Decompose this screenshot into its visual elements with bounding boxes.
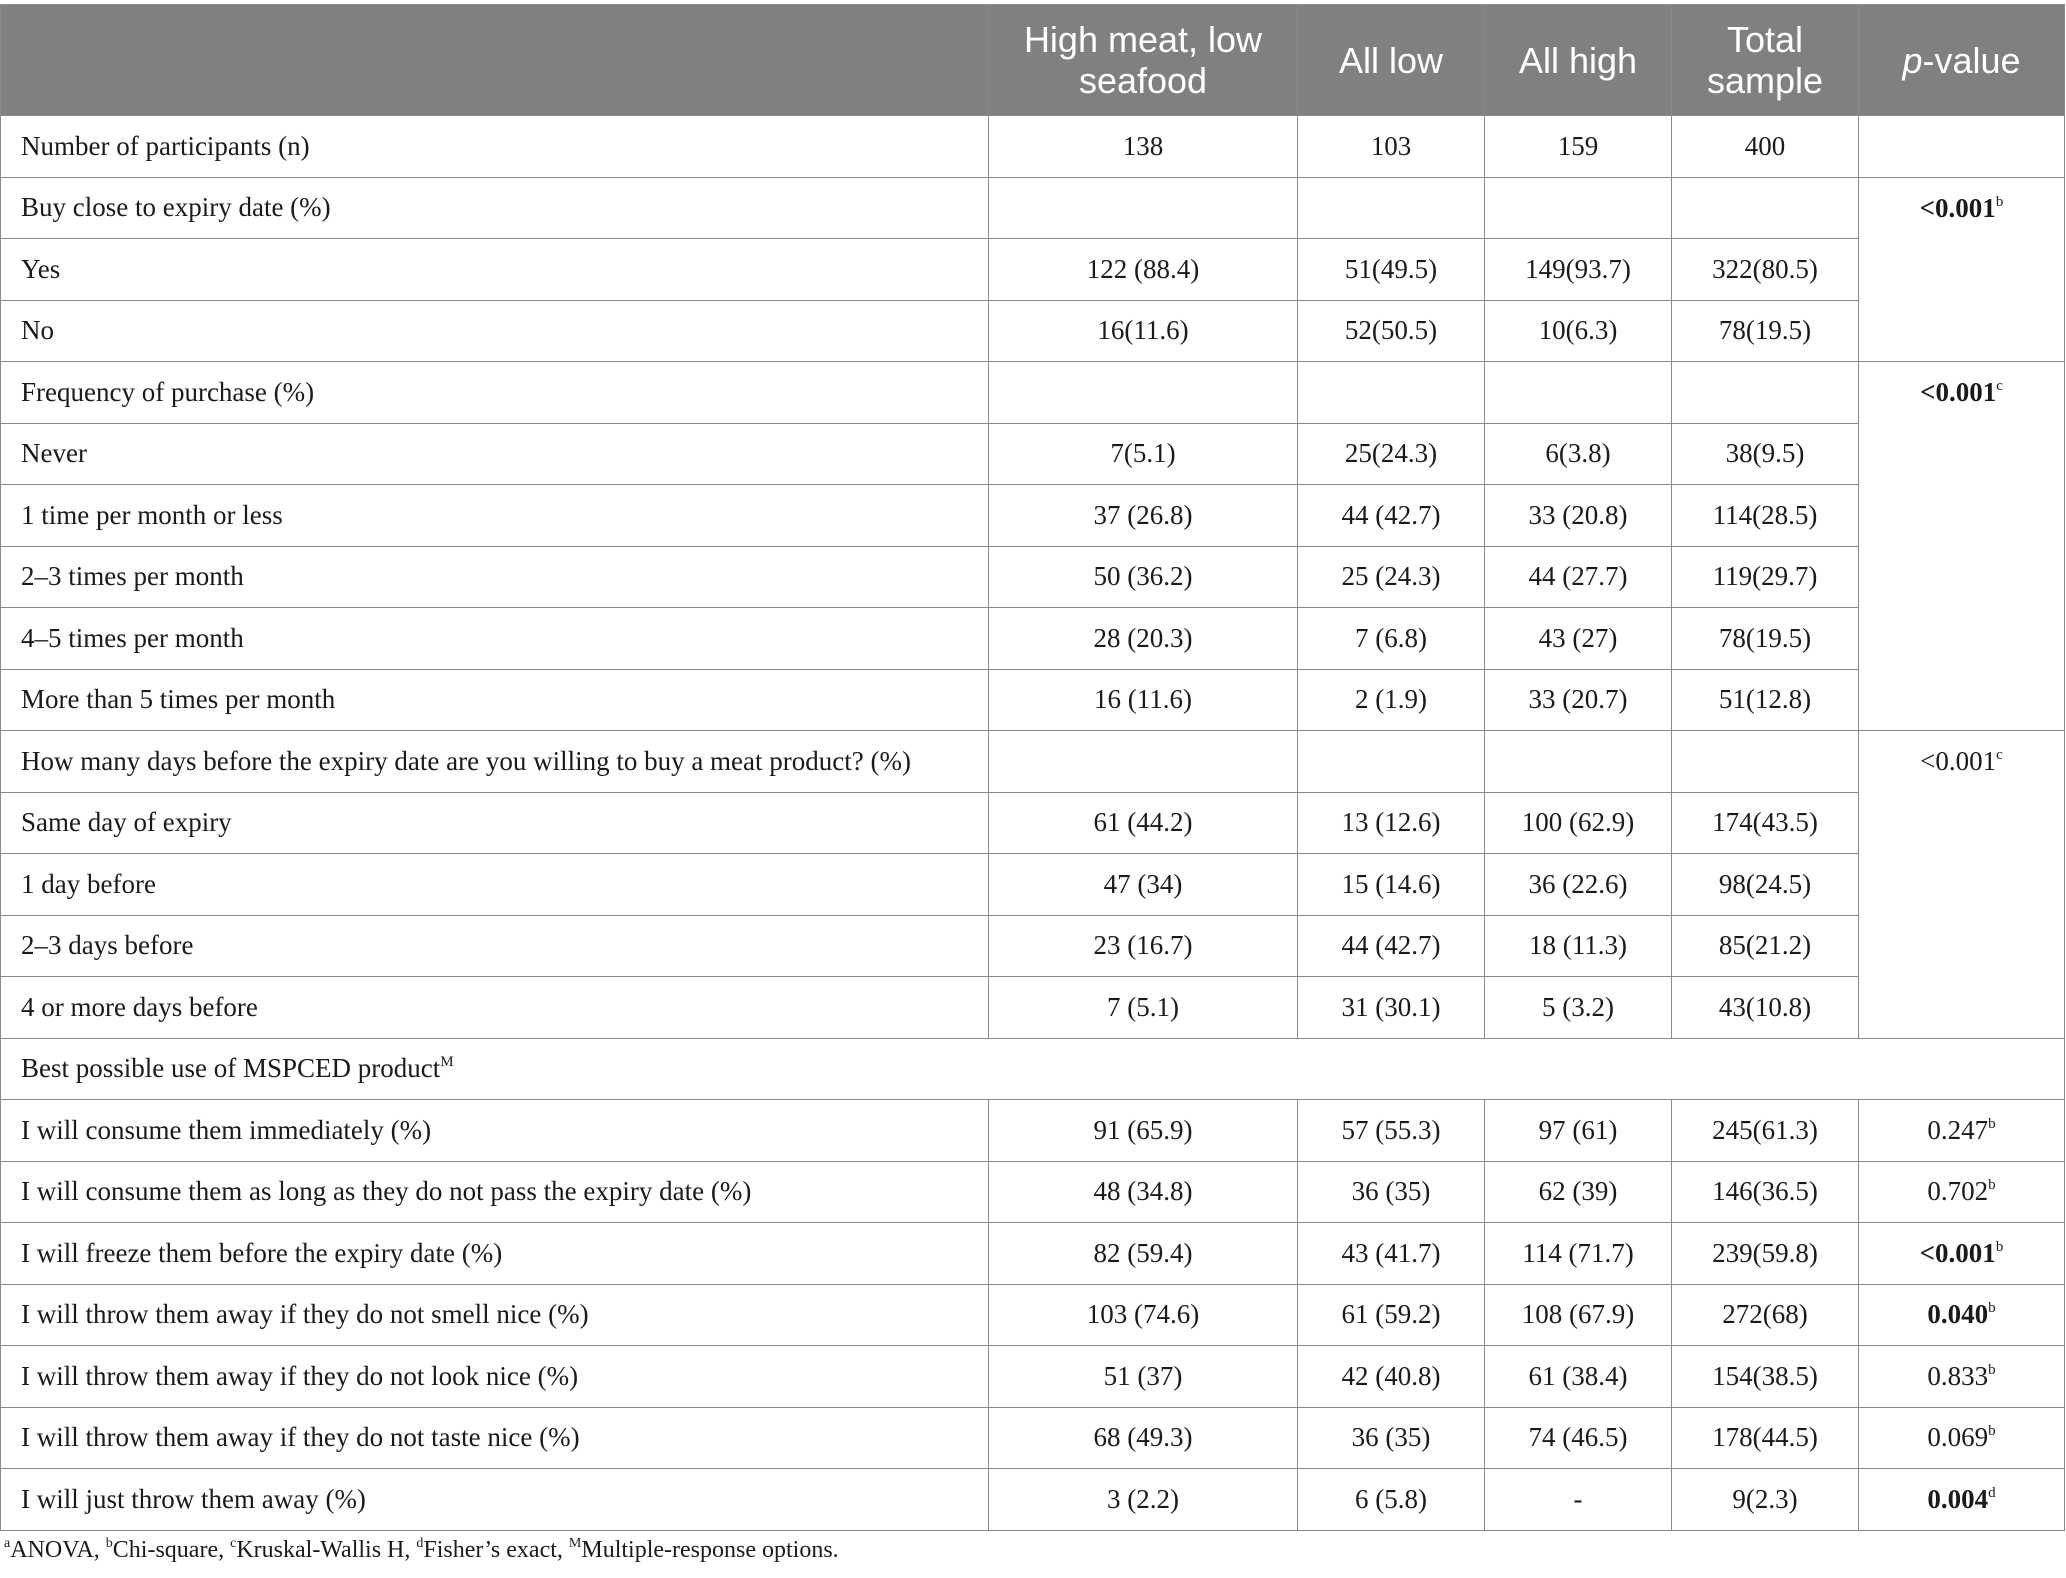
cell-value: 239(59.8) (1672, 1223, 1859, 1285)
cell-value: 138 (989, 116, 1298, 178)
cell-value: 61 (59.2) (1298, 1284, 1485, 1346)
cell-value: 7(5.1) (989, 423, 1298, 485)
table-row (1, 300, 2065, 362)
cell-empty (989, 362, 1298, 424)
p-value-cell (1859, 362, 2065, 731)
cell-value: 178(44.5) (1672, 1407, 1859, 1469)
cell-value: 61 (44.2) (989, 792, 1298, 854)
cell-value: 50 (36.2) (989, 546, 1298, 608)
p-value-cell (1859, 1346, 2065, 1408)
cell-empty (1672, 731, 1859, 793)
p-value: 0.069 (1927, 1422, 1989, 1453)
table-row (1, 1100, 2065, 1162)
row-label-footnote-mark: M (440, 1054, 454, 1071)
table-row (1, 854, 2065, 916)
footnote-text: Multiple-response options. (581, 1537, 839, 1563)
cell-value: 25 (24.3) (1298, 546, 1485, 608)
p-value: <0.001 (1920, 746, 1997, 776)
row-label: 2–3 times per month (1, 546, 989, 608)
cell-value: 78(19.5) (1672, 300, 1859, 362)
table-row (1, 1346, 2065, 1408)
p-value-cell (1859, 1100, 2065, 1162)
p-value-cell (1859, 1161, 2065, 1223)
table-row (1, 669, 2065, 731)
cell-value: 149(93.7) (1485, 239, 1672, 301)
cell-value: 48 (34.8) (989, 1161, 1298, 1223)
cell-value: 6(3.8) (1485, 423, 1672, 485)
p-value: 0.004 (1927, 1483, 1989, 1514)
cell-value: 2 (1.9) (1298, 669, 1485, 731)
p-value-cell (1859, 1284, 2065, 1346)
footnote-text: Chi-square, (112, 1537, 231, 1563)
footnote-mark: b (105, 1536, 113, 1551)
table-row (1, 731, 2065, 793)
table-row (1, 1407, 2065, 1469)
header-p-rest: -value (1922, 39, 2021, 81)
cell-value: 51 (37) (989, 1346, 1298, 1408)
cell-empty (1298, 177, 1485, 239)
table-row (1, 1161, 2065, 1223)
p-value-footnote-mark: b (1988, 1115, 1996, 1132)
cell-value: 97 (61) (1485, 1100, 1672, 1162)
cell-value: 61 (38.4) (1485, 1346, 1672, 1408)
cell-value: 10(6.3) (1485, 300, 1672, 362)
cell-empty (1485, 177, 1672, 239)
cell-value: 119(29.7) (1672, 546, 1859, 608)
p-value: 0.702 (1927, 1176, 1989, 1207)
cell-value: 91 (65.9) (989, 1100, 1298, 1162)
cell-empty (1298, 362, 1485, 424)
cell-empty (1859, 116, 2065, 178)
cell-value: 44 (42.7) (1298, 915, 1485, 977)
cell-value: 16(11.6) (989, 300, 1298, 362)
cell-value: 159 (1485, 116, 1672, 178)
p-value: 0.040 (1927, 1299, 1989, 1330)
cell-empty (1485, 731, 1672, 793)
cell-value: 400 (1672, 116, 1859, 178)
cell-value: 174(43.5) (1672, 792, 1859, 854)
row-label: Frequency of purchase (%) (1, 362, 989, 424)
table-row (1, 177, 2065, 239)
row-label: No (1, 300, 989, 362)
cell-value: 52(50.5) (1298, 300, 1485, 362)
cell-value: 38(9.5) (1672, 423, 1859, 485)
row-label: How many days before the expiry date are you willing to buy a meat product? (%) (1, 731, 989, 793)
table-row (1, 362, 2065, 424)
footnote-mark: d (416, 1536, 424, 1551)
results-table (0, 4, 2065, 1531)
header-all-low: All low (1298, 5, 1485, 116)
cell-value: 36 (35) (1298, 1407, 1485, 1469)
cell-empty (1672, 362, 1859, 424)
cell-value: 82 (59.4) (989, 1223, 1298, 1285)
cell-value: 122 (88.4) (989, 239, 1298, 301)
cell-value: 36 (22.6) (1485, 854, 1672, 916)
cell-value: 154(38.5) (1672, 1346, 1859, 1408)
cell-value: 245(61.3) (1672, 1100, 1859, 1162)
row-label (1, 1038, 2065, 1100)
row-label: Number of participants (n) (1, 116, 989, 178)
cell-value: 100 (62.9) (1485, 792, 1672, 854)
cell-value: 43 (41.7) (1298, 1223, 1485, 1285)
cell-value: 5 (3.2) (1485, 977, 1672, 1039)
row-label: I will consume them immediately (%) (1, 1100, 989, 1162)
table-row (1, 1284, 2065, 1346)
p-value-cell (1859, 177, 2065, 362)
table-row (1, 116, 2065, 178)
p-value: 0.247 (1927, 1114, 1989, 1145)
cell-value: 114(28.5) (1672, 485, 1859, 547)
cell-value: 37 (26.8) (989, 485, 1298, 547)
row-label: I will throw them away if they do not look nice (%) (1, 1346, 989, 1408)
p-value-footnote-mark: b (1995, 193, 2004, 210)
table-row (1, 792, 2065, 854)
p-value-footnote-mark: b (1988, 1361, 1996, 1378)
cell-value: 13 (12.6) (1298, 792, 1485, 854)
row-label: More than 5 times per month (1, 669, 989, 731)
p-value: 0.833 (1927, 1360, 1989, 1391)
p-value: <0.001 (1920, 377, 1997, 407)
header-total-sample: Total sample (1672, 5, 1859, 116)
footnote-mark: c (230, 1536, 237, 1551)
row-label: Buy close to expiry date (%) (1, 177, 989, 239)
footnote-mark: M (568, 1536, 582, 1551)
p-value-footnote-mark: d (1988, 1484, 1996, 1501)
cell-value: 146(36.5) (1672, 1161, 1859, 1223)
cell-value: 68 (49.3) (989, 1407, 1298, 1469)
cell-value: - (1485, 1469, 1672, 1531)
row-label: 2–3 days before (1, 915, 989, 977)
cell-value: 114 (71.7) (1485, 1223, 1672, 1285)
cell-empty (1485, 362, 1672, 424)
cell-value: 43 (27) (1485, 608, 1672, 670)
cell-value: 25(24.3) (1298, 423, 1485, 485)
table-row (1, 546, 2065, 608)
cell-value: 43(10.8) (1672, 977, 1859, 1039)
cell-value: 6 (5.8) (1298, 1469, 1485, 1531)
row-label: I will throw them away if they do not taste nice (%) (1, 1407, 989, 1469)
cell-empty (1298, 731, 1485, 793)
cell-value: 31 (30.1) (1298, 977, 1485, 1039)
cell-empty (989, 731, 1298, 793)
cell-value: 23 (16.7) (989, 915, 1298, 977)
row-label: I will throw them away if they do not smell nice (%) (1, 1284, 989, 1346)
table-row (1, 1038, 2065, 1100)
header-blank (1, 5, 989, 116)
table-row (1, 423, 2065, 485)
cell-value: 85(21.2) (1672, 915, 1859, 977)
cell-value: 36 (35) (1298, 1161, 1485, 1223)
cell-value: 9(2.3) (1672, 1469, 1859, 1531)
row-label: 1 day before (1, 854, 989, 916)
p-value-cell (1859, 1223, 2065, 1285)
cell-value: 42 (40.8) (1298, 1346, 1485, 1408)
cell-value: 74 (46.5) (1485, 1407, 1672, 1469)
cell-value: 78(19.5) (1672, 608, 1859, 670)
p-value-footnote-mark: c (1996, 378, 2003, 394)
footnote-text: ANOVA, (10, 1537, 106, 1563)
row-label-text: Best possible use of MSPCED product (21, 1053, 441, 1084)
p-value-footnote-mark: b (1988, 1423, 1996, 1440)
p-value: <0.001 (1919, 192, 1996, 223)
p-value-footnote-mark: b (1988, 1177, 1996, 1194)
p-value-cell (1859, 731, 2065, 1039)
cell-value: 15 (14.6) (1298, 854, 1485, 916)
table-footnote (4, 1537, 839, 1564)
footnote-text: Kruskal-Wallis H, (236, 1537, 417, 1563)
cell-value: 98(24.5) (1672, 854, 1859, 916)
p-value-footnote-mark: b (1995, 1238, 2004, 1255)
cell-value: 16 (11.6) (989, 669, 1298, 731)
cell-value: 7 (5.1) (989, 977, 1298, 1039)
cell-value: 47 (34) (989, 854, 1298, 916)
row-label: I will just throw them away (%) (1, 1469, 989, 1531)
p-value-footnote-mark: c (1996, 747, 2003, 763)
row-label: Same day of expiry (1, 792, 989, 854)
row-label: Never (1, 423, 989, 485)
cell-value: 18 (11.3) (1485, 915, 1672, 977)
cell-value: 44 (27.7) (1485, 546, 1672, 608)
cell-value: 44 (42.7) (1298, 485, 1485, 547)
table-row (1, 915, 2065, 977)
footnote-text: Fisher’s exact, (423, 1537, 569, 1563)
p-value: <0.001 (1919, 1237, 1996, 1268)
row-label: 1 time per month or less (1, 485, 989, 547)
cell-value: 33 (20.7) (1485, 669, 1672, 731)
row-label: Yes (1, 239, 989, 301)
cell-value: 103 (74.6) (989, 1284, 1298, 1346)
cell-value: 103 (1298, 116, 1485, 178)
cell-value: 272(68) (1672, 1284, 1859, 1346)
header-all-high: All high (1485, 5, 1672, 116)
cell-value: 3 (2.2) (989, 1469, 1298, 1531)
cell-empty (989, 177, 1298, 239)
cell-value: 322(80.5) (1672, 239, 1859, 301)
cell-value: 51(12.8) (1672, 669, 1859, 731)
table-row (1, 485, 2065, 547)
table-row (1, 1469, 2065, 1531)
cell-value: 108 (67.9) (1485, 1284, 1672, 1346)
cell-value: 57 (55.3) (1298, 1100, 1485, 1162)
header-p-italic: p (1902, 39, 1923, 81)
row-label: I will freeze them before the expiry date (%) (1, 1223, 989, 1285)
cell-value: 28 (20.3) (989, 608, 1298, 670)
p-value-cell (1859, 1469, 2065, 1531)
table-row (1, 239, 2065, 301)
table-row (1, 1223, 2065, 1285)
row-label: 4–5 times per month (1, 608, 989, 670)
p-value-footnote-mark: b (1988, 1300, 1996, 1317)
cell-value: 33 (20.8) (1485, 485, 1672, 547)
cell-value: 7 (6.8) (1298, 608, 1485, 670)
header-high-meat-low-seafood: High meat, low seafood (989, 5, 1298, 116)
cell-value: 51(49.5) (1298, 239, 1485, 301)
row-label: I will consume them as long as they do not pass the expiry date (%) (1, 1161, 989, 1223)
cell-value: 62 (39) (1485, 1161, 1672, 1223)
footnote-mark: a (4, 1536, 11, 1551)
row-label: 4 or more days before (1, 977, 989, 1039)
header-row (1, 5, 2065, 116)
cell-empty (1672, 177, 1859, 239)
header-p-value (1859, 5, 2065, 116)
table-row (1, 608, 2065, 670)
table-row (1, 977, 2065, 1039)
p-value-cell (1859, 1407, 2065, 1469)
